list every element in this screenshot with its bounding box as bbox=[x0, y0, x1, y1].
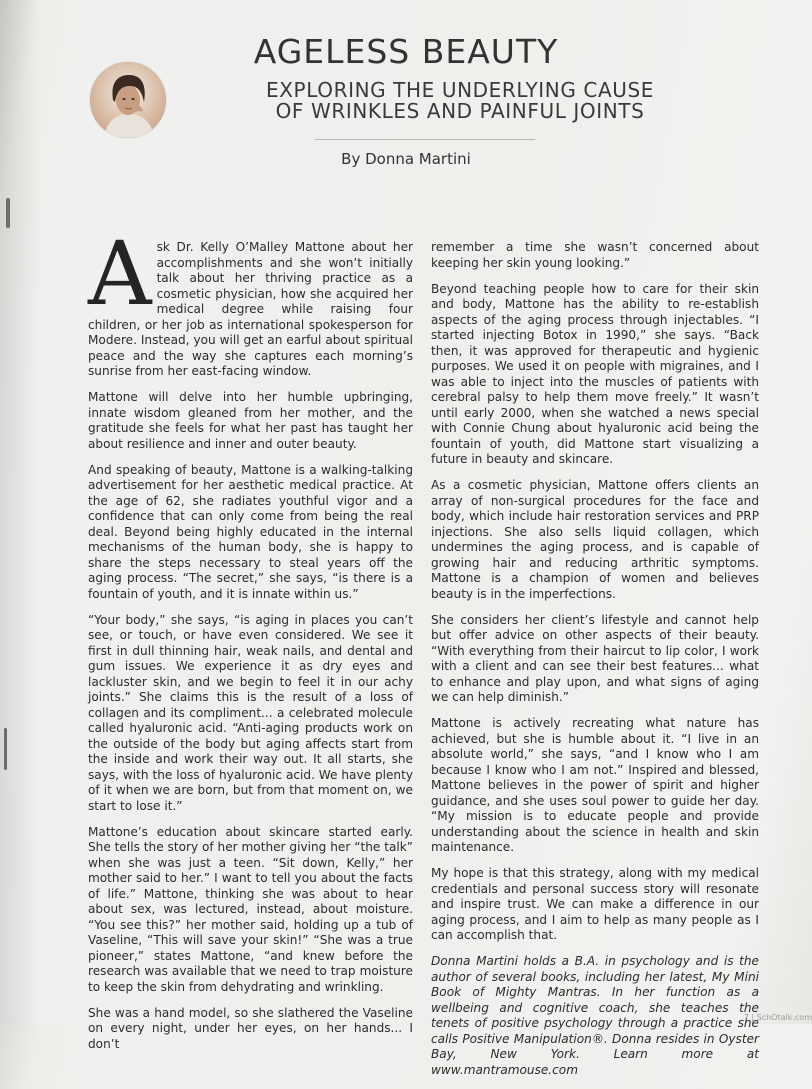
paragraph: She considers her client’s lifestyle and cannot help but offer advice on other aspects of their beauty. “With everything from their haircut to lip color, I work with a client and can see their best features... what to enhance and play upon, and what signs of aging we can help diminish.” bbox=[431, 612, 759, 704]
paragraph bbox=[88, 222, 413, 380]
author-byline: By Donna Martini bbox=[341, 150, 471, 168]
subtitle-line-1: EXPLORING THE UNDERLYING CAUSE bbox=[266, 78, 654, 102]
article-title: AGELESS BEAUTY bbox=[253, 32, 559, 71]
title-divider bbox=[315, 139, 535, 140]
paragraph: “Your body,” she says, “is aging in places you can’t see, or touch, or have even considered. We see it first in dull thinning hair, weak nails, and dental and gum issues. We experience it as dry eyes and lackluster skin, and we begin to feel it in our achy joints.” She claims this is the result of a loss of collagen and its compliment... a celebrated molecule called hyaluronic acid. “Anti-aging products work on the outside of the body but aging affects start from the inside and work their way out. It all starts, she says, with the loss of hyaluronic acid. We have plenty of it when we are born, but from that moment on, we start to lose it.” bbox=[88, 612, 413, 813]
subtitle-line-2: OF WRINKLES AND PAINFUL JOINTS bbox=[275, 99, 645, 123]
right-column bbox=[431, 240, 759, 1089]
paragraph: As a cosmetic physician, Mattone offers clients an array of non-surgical procedures for the face and body, which include hair restoration services and PRP injections. She also sells liquid collagen, which undermines the aging process, and is capable of growing hair and reducing arthritic symptoms. Mattone is a champion of women and believes beauty is in the imperfections. bbox=[431, 478, 759, 601]
author-bio: Donna Martini holds a B.A. in psychology and is the author of several books, including her latest, My Mini Book of Mighty Mantras. In her function as a wellbeing and cognitive coach, she teaches the tenets of positive psychology through a practice she calls Positive Manipulation®. Donna resides in Oyster Bay, New York. Learn more at www.mantramouse.com bbox=[431, 954, 759, 1077]
paragraph: My hope is that this strategy, along with my medical credentials and personal success story will resonate and inspire trust. We can make a difference in our aging process, and I aim to help as many people as I can accomplish that. bbox=[431, 866, 759, 942]
article-subtitle bbox=[180, 80, 740, 122]
paragraph: Beyond teaching people how to care for their skin and body, Mattone has the ability to re-establish aspects of the aging process through injectables. “I started injecting Botox in 1990,” she says. “Back then, it was approved for therapeutic and hygienic purposes. We used it on people with migraines, and I was able to inject into the muscles of patients with cerebral palsy to help them move freely.” It wasn’t until early 2000, when she watched a news special with Connie Chung about hyaluronic acid being the fountain of youth, did Mattone start visualizing a future in beauty and skincare. bbox=[431, 281, 759, 466]
paragraph: Mattone’s education about skincare started early. She tells the story of her mother giving her “the talk” when she was just a teen. “Sit down, Kelly,” her mother said to her.” I want to tell you about the facts of life.” Mattone, thinking she was about to hear about sex, was lectured, instead, about moisture. “You see this?” her mother said, holding up a tub of Vaseline, “This will save your skin!” “She was a true pioneer,” states Mattone, “and knew before the research was available that we need to trap moisture to keep the skin from dehydrating and wrinkling. bbox=[88, 824, 413, 994]
paragraph: She was a hand model, so she slathered the Vaseline on every night, under her eyes, on her hands... I don’t bbox=[88, 1005, 413, 1051]
paragraph-text: sk Dr. Kelly O’Malley Mattone about her accomplishments and she won’t initially talk about her thriving practice as a cosmetic physician, how she acquired her medical degree while raising four children, or her job as international spokesperson for Modere. Instead, you will get an earful about spiritual peace and the way she captures each morning’s sunrise from her east-facing window. bbox=[88, 240, 413, 378]
paragraph: Mattone is actively recreating what nature has achieved, but she is humble about it. “I live in an absolute world,” she says, “and I know who I am because I know who I am not.” Inspired and blessed, Mattone believes in the power of spirit and higher guidance, and she uses soul power to guide her day. “My mission is to educate people and provide understanding about the science in health and skin maintenance. bbox=[431, 716, 759, 854]
paragraph: And speaking of beauty, Mattone is a walking-talking advertisement for her aesthetic medical practice. At the age of 62, she radiates youthful vigor and a confidence that can only come from being the real deal. Beyond being highly educated in the internal mechanisms of the human body, she is happy to share the steps necessary to steal years off the aging process. “The secret,” she says, “is there is a fountain of youth, and it is innate within us.” bbox=[88, 462, 413, 601]
binding-mark-top bbox=[6, 198, 10, 228]
paragraph: remember a time she wasn’t concerned about keeping her skin young looking.” bbox=[431, 240, 759, 270]
drop-cap: A bbox=[88, 222, 152, 325]
binding-mark-bottom bbox=[4, 728, 7, 770]
left-column bbox=[88, 222, 413, 1063]
page-footer: 7 | SchOtalk.com bbox=[743, 1013, 812, 1022]
author-portrait-photo bbox=[90, 62, 166, 138]
paragraph: Mattone will delve into her humble upbringing, innate wisdom gleaned from her mother, and the gratitude she feels for what her past has taught her about resilience and inner and outer beauty. bbox=[88, 390, 413, 451]
